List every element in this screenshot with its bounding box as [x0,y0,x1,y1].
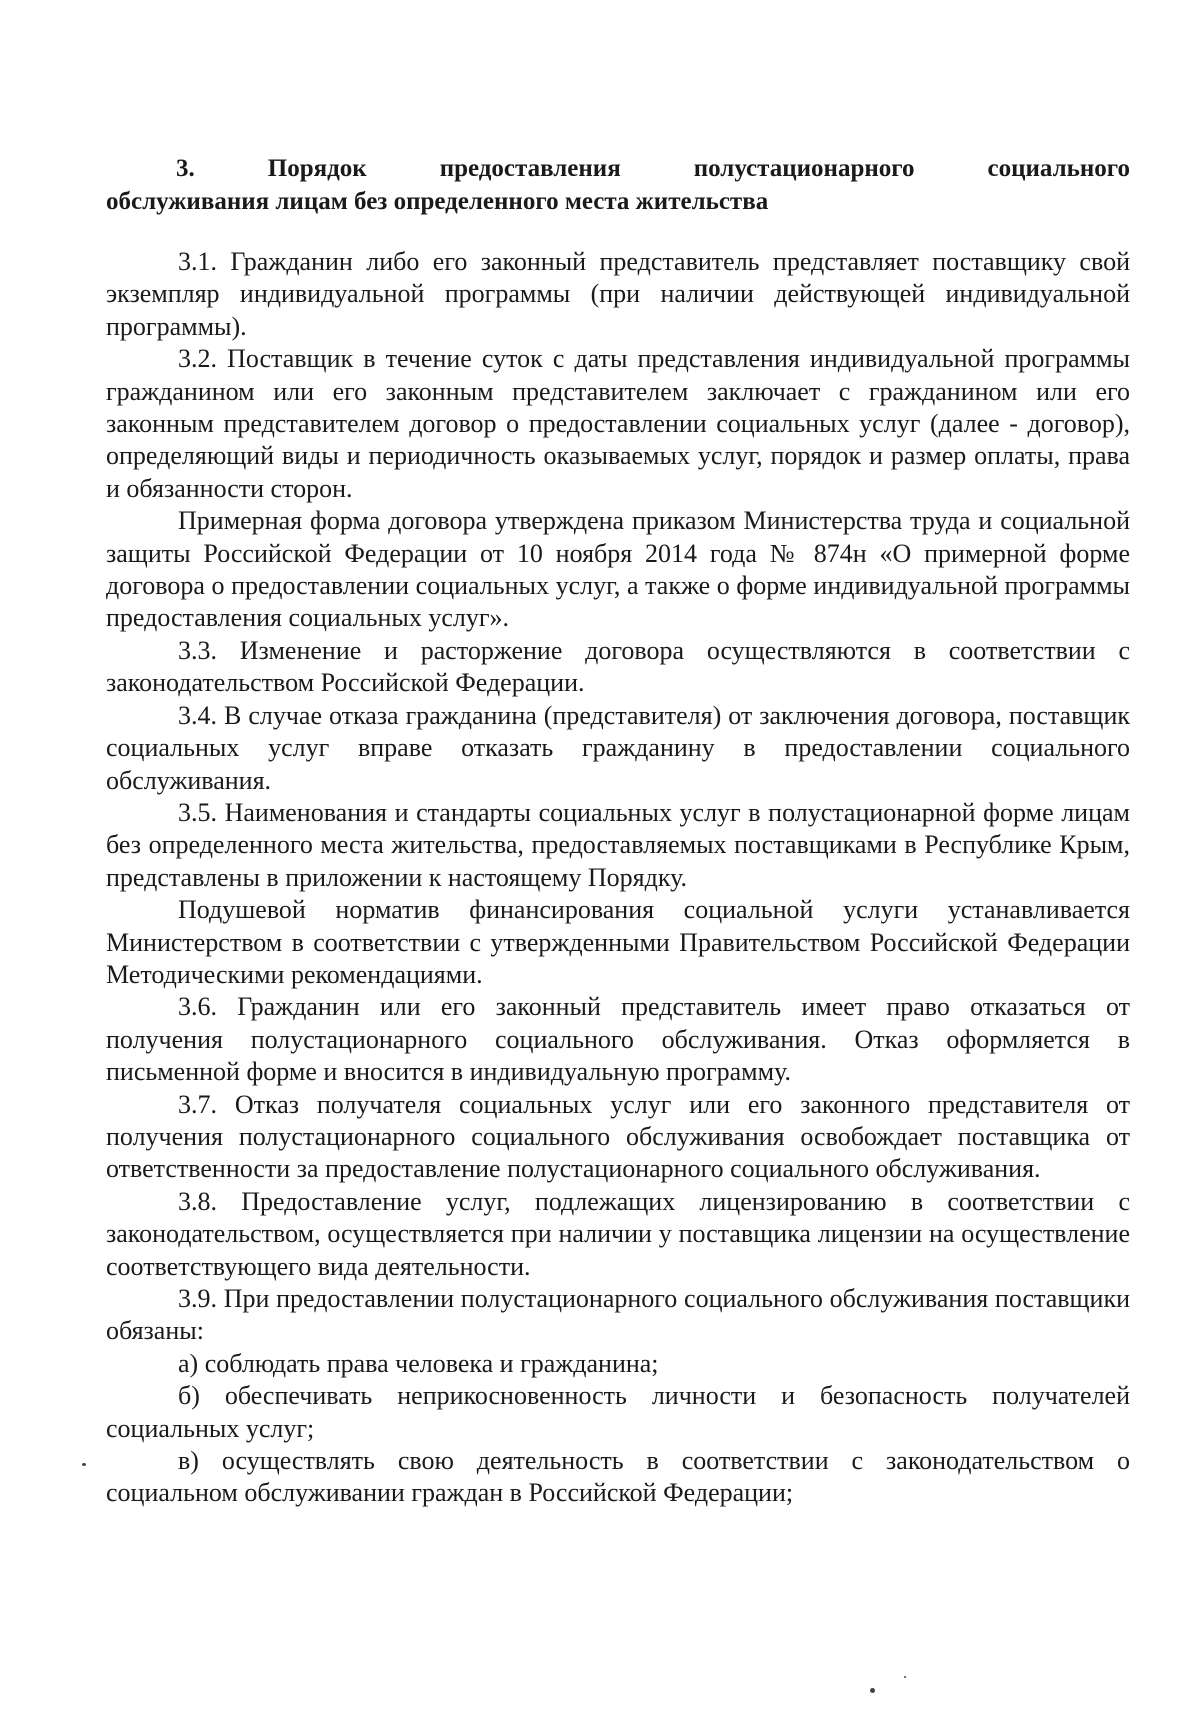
list-item-a: а) соблюдать права человека и гражданина; [178,1348,659,1378]
paragraph-3-9: 3.9. При предоставлении полустационарного социального обслуживания поставщики обязаны: [106,1284,1130,1346]
heading-word: полустационарного [693,155,915,182]
document-body [106,152,1130,1510]
section-heading [106,152,1130,218]
paragraph-3-7: 3.7. Отказ получателя социальных услуг или его законного представителя от получения полустационарного социального обслуживания освобождает поставщика от ответственности за предоставление полустационарного социального обслуживания. [106,1089,1130,1184]
paragraph-3-1: 3.1. Гражданин либо его законный представитель представляет поставщику свой экземпляр индивидуальной программы (при наличии действующей индивидуальной программы). [106,247,1130,341]
paragraph-3-5: 3.5. Наименования и стандарты социальных услуг в полустационарной форме лицам без определенного места жительства, предоставляемых поставщиками в Республике Крым, представлены в приложении к настоящему Порядку. [106,797,1130,892]
heading-word: предоставления [439,155,621,182]
paragraph-sample-contract: Примерная форма договора утверждена приказом Министерства труда и социальной защиты Российской Федерации от 10 ноября 2014 года № 874н «О примерной форме договора о предоставлении социальных услуг, а также о форме индивидуальной программы предоставления социальных услуг». [106,506,1130,633]
section-number: 3. [176,155,195,182]
paragraph-3-8: 3.8. Предоставление услуг, подлежащих лицензированию в соответствии с законодательством, осуществляется при наличии у поставщика лицензии на осуществление соответствующего вида деятельности. [106,1186,1130,1281]
section-heading-line-1 [106,152,1130,185]
paragraph-3-3: 3.3. Изменение и расторжение договора осуществляются в соответствии с законодательством Российской Федерации. [106,635,1130,698]
paragraph-3-4: 3.4. В случае отказа гражданина (представителя) от заключения договора, поставщик социальных услуг вправе отказать гражданину в предоставлении социального обслуживания. [106,700,1130,795]
heading-word: социального [987,155,1130,182]
paragraph-3-6: 3.6. Гражданин или его законный представитель имеет право отказаться от получения полустационарного социального обслуживания. Отказ оформляется в письменной форме и вносится в индивидуальную программу. [106,992,1130,1087]
paragraph-per-capita-norm: Подушевой норматив финансирования социальной услуги устанавливается Министерством в соответствии с утвержденными Правительством Российской Федерации Методическими рекомендациями. [106,895,1130,989]
scan-speck [82,1463,86,1466]
section-heading-line-2: обслуживания лицам без определенного места жительства [106,188,769,215]
scan-speck [870,1688,875,1693]
list-item-v: в) осуществлять свою деятельность в соответствии с законодательством о социальном обслуживании граждан в Российской Федерации; [106,1446,1130,1508]
scan-speck [904,1676,906,1678]
paragraph-3-2: 3.2. Поставщик в течение суток с даты представления индивидуальной программы гражданином или его законным представителем заключает с гражданином или его законным представителем договор о предоставлении социальных услуг (далее - договор), определяющий виды и периодичность оказываемых услуг, порядок и размер оплаты, права и обязанности сторон. [106,344,1130,503]
heading-word: Порядок [267,155,367,182]
list-item-b: б) обеспечивать неприкосновенность личности и безопасность получателей социальных услуг; [106,1381,1130,1443]
